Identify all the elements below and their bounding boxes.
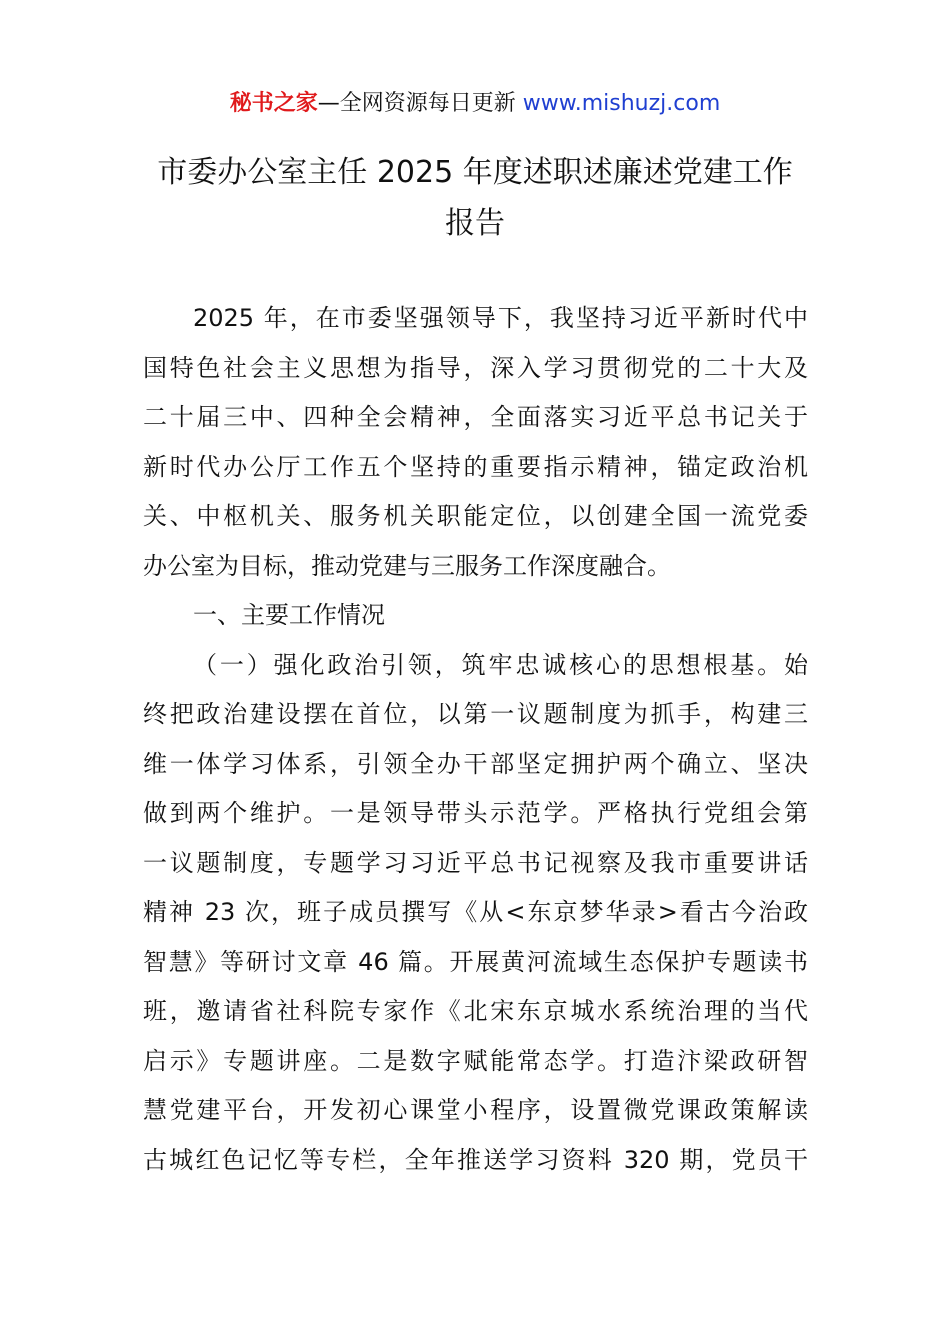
brand-name: 秘书之家 <box>229 91 318 116</box>
intro-line: 关、中枢机关、服务机关职能定位，以创建全国一流党委 <box>143 502 808 530</box>
section-heading: 一、主要工作情况 <box>193 601 385 629</box>
document-title <box>100 147 850 249</box>
paragraph-line: 维一体学习体系，引领全办干部坚定拥护两个确立、坚决 <box>143 749 808 778</box>
intro-line: 2025 年，在市委坚强领导下，我坚持习近平新时代中 <box>193 304 808 332</box>
document-body <box>143 294 808 1185</box>
paragraph-line: 启示》专题讲座。二是数字赋能常态学。打造汴梁政研智 <box>143 1046 808 1075</box>
paragraph-line: 智慧》等研讨文章 46 篇。开展黄河流域生态保护专题读书 <box>143 947 808 976</box>
title-line-1: 市委办公室主任 2025 年度述职述廉述党建工作 <box>157 155 793 190</box>
paragraph-line: 终把政治建设摆在首位，以第一议题制度为抓手，构建三 <box>143 700 808 728</box>
paragraph-line: 班，邀请省社科院专家作《北宋东京城水系统治理的当代 <box>143 997 808 1025</box>
paragraph-line: 做到两个维护。一是领导带头示范学。严格执行党组会第 <box>143 799 808 827</box>
paragraph-line: 古城红色记忆等专栏，全年推送学习资料 320 期，党员干 <box>143 1145 808 1174</box>
site-tagline: —全网资源每日更新 <box>317 91 523 116</box>
site-url-link[interactable]: www.mishuzj.com <box>522 91 721 116</box>
intro-line: 办公室为目标，推动党建与三服务工作深度融合。 <box>143 551 671 580</box>
paragraph-line: 慧党建平台，开发初心课堂小程序，设置微党课政策解读 <box>143 1096 808 1124</box>
intro-line: 新时代办公厅工作五个坚持的重要指示精神，锚定政治机 <box>143 452 808 481</box>
intro-line: 国特色社会主义思想为指导，深入学习贯彻党的二十大及 <box>143 353 808 382</box>
paragraph-line: （一）强化政治引领，筑牢忠诚核心的思想根基。始 <box>193 650 808 679</box>
site-header-banner <box>0 88 950 120</box>
intro-line: 二十届三中、四种全会精神，全面落实习近平总书记关于 <box>143 403 808 431</box>
title-line-2: 报告 <box>445 206 505 241</box>
paragraph-line: 一议题制度，专题学习习近平总书记视察及我市重要讲话 <box>143 848 808 877</box>
paragraph-line: 精神 23 次，班子成员撰写《从<东京梦华录>看古今治政 <box>143 898 808 926</box>
